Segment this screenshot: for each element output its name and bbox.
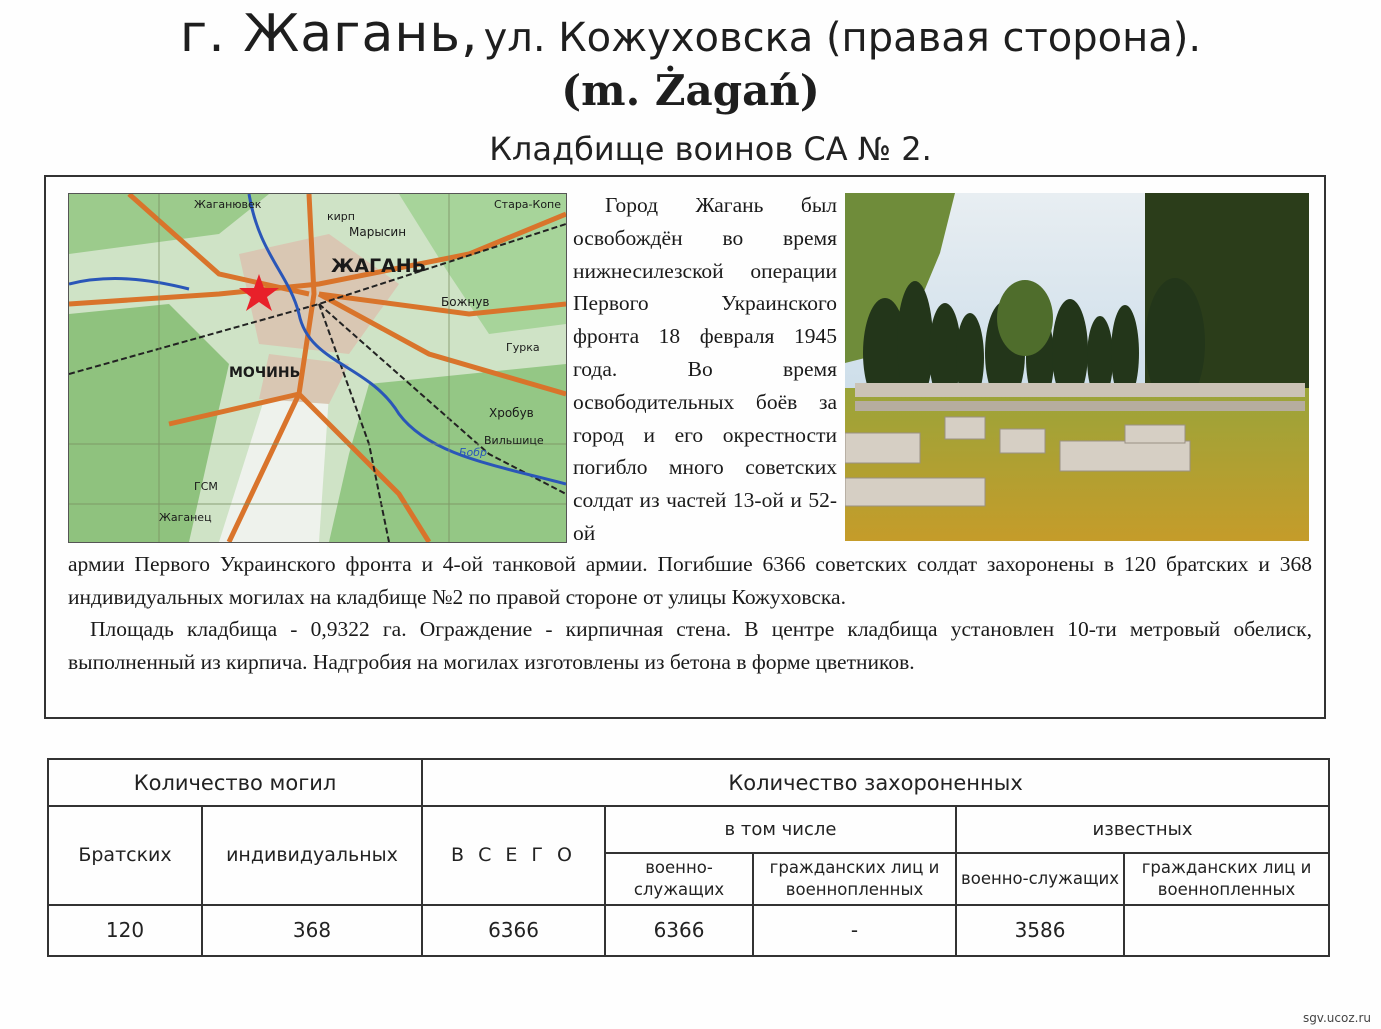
mass-graves-header: Братских [48, 806, 202, 904]
title-street: ул. Кожуховска (правая сторона). [483, 15, 1202, 61]
map-label-stara: Стара-Копе [494, 198, 562, 211]
known-military-value: 3586 [956, 905, 1124, 956]
info-box [44, 175, 1326, 719]
including-header: в том числе [605, 806, 956, 853]
incl-military-header: военно-служащих [605, 853, 753, 904]
individual-graves-value: 368 [202, 905, 422, 956]
page-title [0, 4, 1381, 64]
map-label-kirpich: кирп [327, 210, 355, 223]
graves-header: Количество могил [48, 759, 422, 806]
total-header: В С Е Г О [422, 806, 605, 904]
buried-header: Количество захороненных [422, 759, 1329, 806]
map-label-zhaganyuvek: Жаганювек [194, 198, 262, 211]
map-label-zhagan: ЖАГАНЬ [331, 255, 427, 277]
burial-stats-table [47, 758, 1330, 957]
incl-civil-header: гражданских лиц и военнопленных [753, 853, 956, 904]
cemetery-photo [845, 193, 1309, 541]
photo-graphic [845, 193, 1309, 541]
map-label-zhagantsy: Жаганец [159, 511, 212, 524]
area-map [68, 193, 567, 543]
title-polish-name: (m. Żagań) [561, 66, 820, 115]
incl-civil-value: - [753, 905, 956, 956]
map-label-bobr: Бобр [459, 446, 488, 459]
map-label-mochin: МОЧИНЬ [229, 365, 301, 381]
incl-military-value: 6366 [605, 905, 753, 956]
area-paragraph: Площадь кладбища - 0,9322 га. Ограждение - кирпичная стена. В центре кладбища установлен 10-ти метровый обелиск, выполненный из кирпича. Надгробия на могилах изготовлены из бетона в форме цветников. [68, 617, 1312, 674]
total-value: 6366 [422, 905, 605, 956]
individual-graves-header: индивидуальных [202, 806, 422, 904]
watermark: sgv.ucoz.ru [1302, 1011, 1371, 1025]
intro-paragraph-continued: армии Первого Украинского фронта и 4-ой танковой армии. Погибшие 6366 советских солдат захоронены в 120 братских и 368 индивидуальных могилах на кладбище №2 по правой стороне от улицы Кожуховска. [68, 552, 1312, 609]
known-header: известных [956, 806, 1329, 853]
mass-graves-value: 120 [48, 905, 202, 956]
page-subtitle: Кладбище воинов СА № 2. [489, 130, 932, 168]
intro-paragraph: Город Жагань был освобождён во время нижнесилезской операции Первого Украинского фронта 18 февраля 1945 года. Во время освободительных боёв за город и его окрестности погибло много советских солдат из частей 13-ой и 52-ой [573, 193, 837, 545]
title-city: г. Жагань, [179, 4, 479, 64]
map-label-gurka: Гурка [506, 341, 540, 354]
known-civil-value [1124, 905, 1329, 956]
map-label-vilshitse: Вильшице [484, 434, 544, 447]
map-graphic [69, 194, 566, 542]
table-row [48, 905, 1329, 956]
map-label-bozhnuv: Божнув [441, 295, 490, 309]
map-label-marysin: Марысин [349, 225, 407, 239]
map-label-gsm: ГСМ [194, 480, 218, 493]
known-military-header: военно-служащих [956, 853, 1124, 904]
known-civil-header: гражданских лиц и военнопленных [1124, 853, 1329, 904]
body-text [68, 548, 1312, 678]
map-label-khrobuv: Хробув [489, 406, 534, 420]
